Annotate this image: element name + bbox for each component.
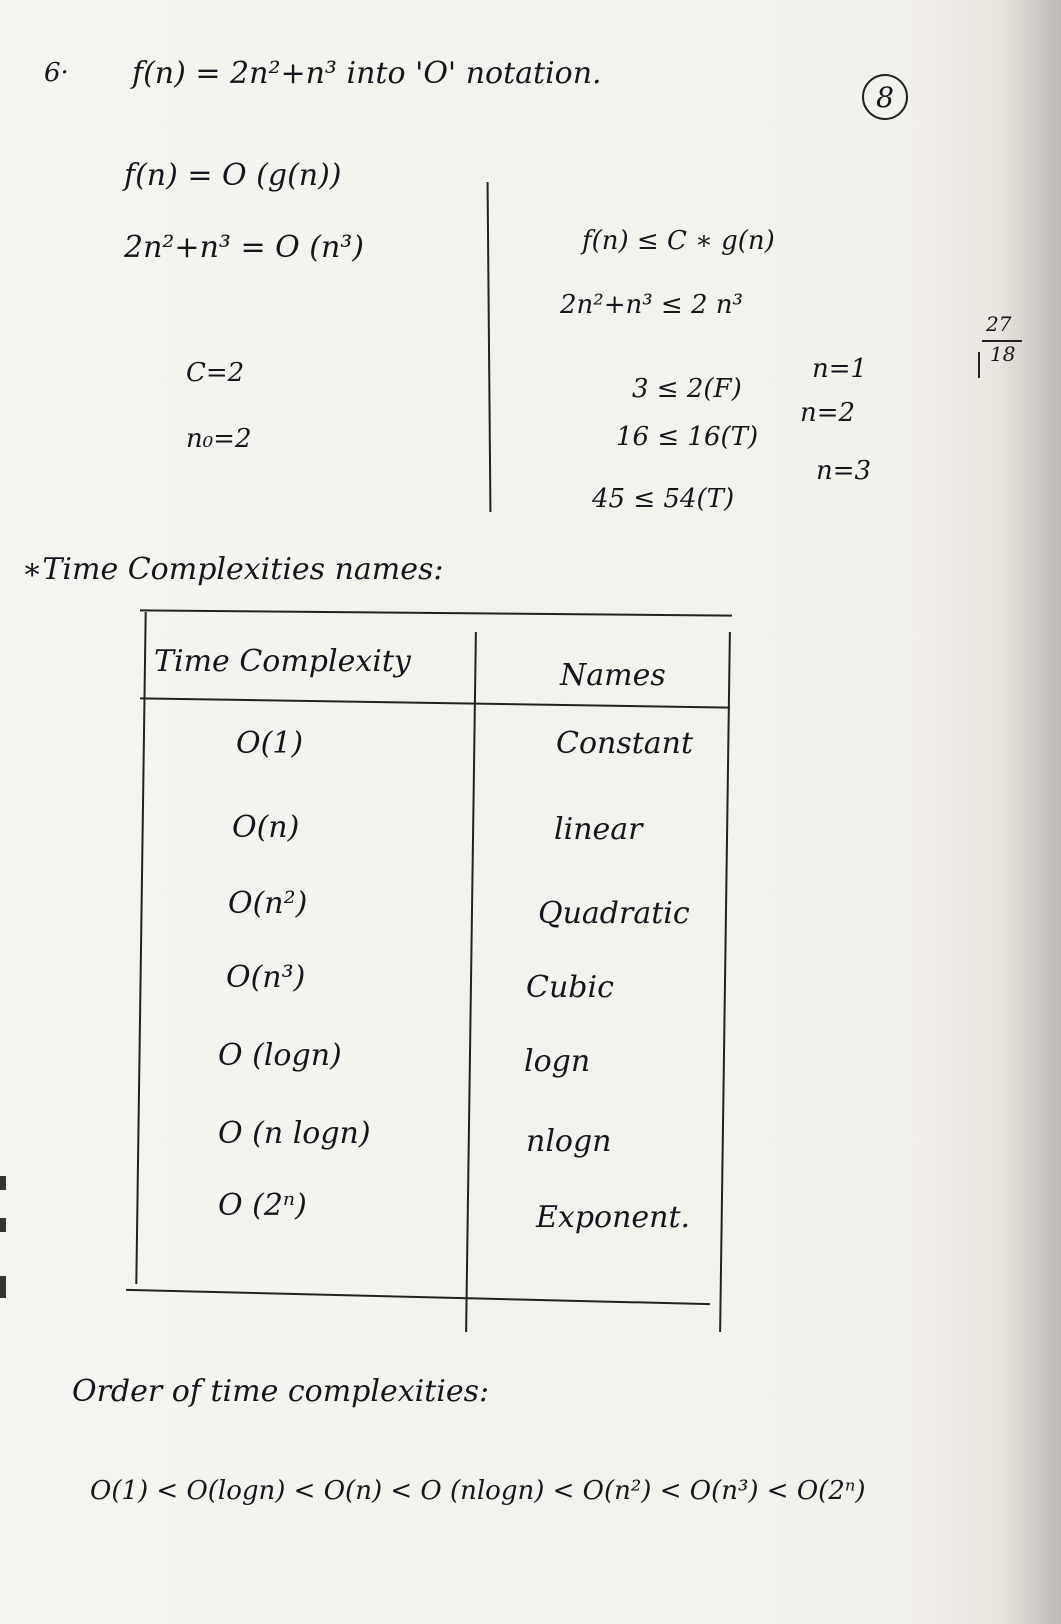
right-line-1: f(n) ≤ C ∗ g(n) bbox=[582, 226, 775, 256]
left-line-2: 2n²+n³ = O (n³) bbox=[124, 230, 365, 265]
table-row-7-complexity: O (2ⁿ) bbox=[218, 1188, 307, 1223]
binding-mark-3 bbox=[0, 1276, 6, 1298]
table-row-7-name: Exponent. bbox=[536, 1200, 691, 1235]
table-left-border bbox=[135, 612, 146, 1284]
table-row-1-name: Constant bbox=[556, 726, 694, 761]
table-row-2-complexity: O(n) bbox=[232, 810, 300, 845]
table-row-6-complexity: O (n logn) bbox=[218, 1116, 371, 1151]
check-3: 45 ≤ 54(T) bbox=[592, 484, 735, 514]
check-1: 3 ≤ 2(F) bbox=[632, 374, 742, 404]
n0-value: n₀=2 bbox=[186, 424, 252, 454]
binding-mark-1 bbox=[0, 1176, 6, 1190]
table-top-border bbox=[140, 609, 732, 616]
table-right-border bbox=[719, 632, 731, 1332]
table-row-3-name: Quadratic bbox=[538, 896, 690, 931]
table-middle-divider bbox=[465, 632, 477, 1332]
score-value: 8 bbox=[876, 80, 894, 114]
table-bottom-border bbox=[126, 1289, 710, 1305]
check-2: 16 ≤ 16(T) bbox=[616, 422, 759, 452]
header-names: Names bbox=[560, 658, 666, 693]
margin-note-bottom: 18 bbox=[990, 342, 1016, 366]
question-statement: f(n) = 2n²+n³ into 'O' notation. bbox=[132, 56, 602, 91]
right-line-2: 2n²+n³ ≤ 2 n³ bbox=[560, 290, 743, 320]
margin-note-top: 27 bbox=[986, 312, 1012, 336]
order-heading: Order of time complexities: bbox=[72, 1374, 490, 1409]
binding-mark-2 bbox=[0, 1218, 6, 1232]
order-line: O(1) < O(logn) < O(n) < O (nlogn) < O(n²) < O(n³) < O(2ⁿ) bbox=[90, 1476, 866, 1506]
table-row-6-name: nlogn bbox=[526, 1124, 612, 1159]
table-row-4-complexity: O(n³) bbox=[226, 960, 306, 995]
check-1-n: n=1 bbox=[812, 354, 868, 384]
table-row-5-complexity: O (logn) bbox=[218, 1038, 342, 1073]
table-row-2-name: linear bbox=[554, 812, 643, 847]
question-number: 6· bbox=[44, 58, 69, 88]
time-complexities-heading: ∗Time Complexities names: bbox=[22, 552, 444, 587]
table-row-5-name: logn bbox=[524, 1044, 591, 1079]
table-row-3-complexity: O(n²) bbox=[228, 886, 308, 921]
table-row-1-complexity: O(1) bbox=[236, 726, 304, 761]
check-2-n: n=2 bbox=[800, 398, 856, 428]
left-line-1: f(n) = O (g(n)) bbox=[124, 158, 342, 193]
c-value: C=2 bbox=[186, 358, 245, 388]
check-3-n: n=3 bbox=[816, 456, 872, 486]
header-time-complexity: Time Complexity bbox=[154, 644, 411, 679]
table-header-rule bbox=[140, 697, 730, 708]
table-row-4-name: Cubic bbox=[526, 970, 614, 1005]
